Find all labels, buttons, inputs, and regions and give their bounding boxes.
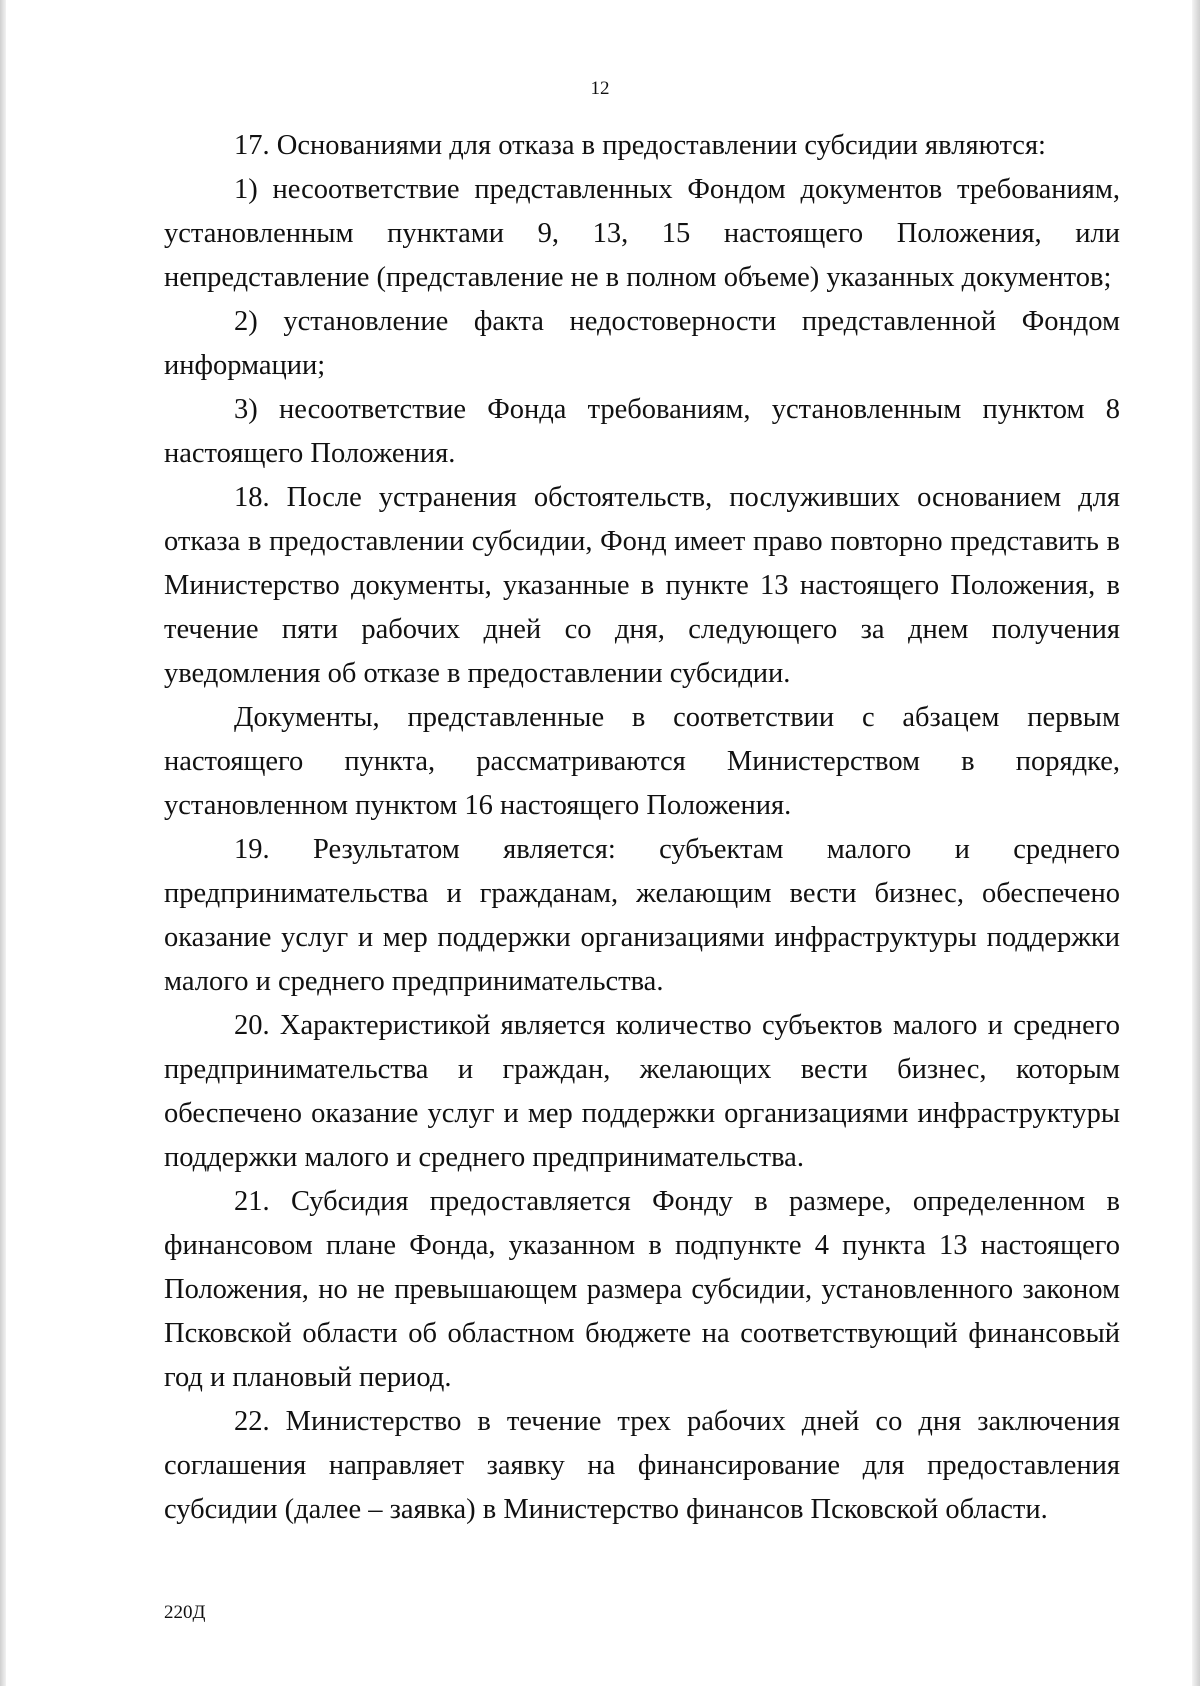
page-number: 12 <box>590 78 610 99</box>
paragraph-20: 20. Характеристикой является количество субъектов малого и среднего предпринимательства и граждан, желающих вести бизнес, которым обеспечено оказание услуг и мер поддержки организациями инфраструктуры поддержки малого и среднего предпринимательства. <box>164 1010 1120 1173</box>
paragraph-19: 19. Результатом является: субъектам малого и среднего предпринимательства и гражданам, желающим вести бизнес, обеспечено оказание услуг и мер поддержки организациями инфраструктуры поддержки малого и среднего предпринимательства. <box>164 834 1120 997</box>
paragraph-17-item-1: 1) несоответствие представленных Фондом документов требованиям, установленным пунктами 9, 13, 15 настоящего Положения, или непредставление (представление не в полном объеме) указанных документов; <box>164 174 1120 293</box>
scan-edge-right <box>1192 0 1200 1686</box>
paragraph-17: 17. Основаниями для отказа в предоставлении субсидии являются: <box>234 130 1046 161</box>
paragraph-22: 22. Министерство в течение трех рабочих дней со дня заключения соглашения направляет заявку на финансирование для предоставления субсидии (далее – заявка) в Министерство финансов Псковской области. <box>164 1406 1120 1525</box>
paragraph-21: 21. Субсидия предоставляется Фонду в размере, определенном в финансовом плане Фонда, указанном в подпункте 4 пункта 13 настоящего Положения, но не превышающем размера субсидии, установленного законом Псковской области об областном бюджете на соответствующий финансовый год и плановый период. <box>164 1186 1120 1393</box>
paragraph-18: 18. После устранения обстоятельств, послуживших основанием для отказа в предоставлении субсидии, Фонд имеет право повторно представить в Министерство документы, указанные в пункте 13 настоящего Положения, в течение пяти рабочих дней со дня, следующего за днем получения уведомления об отказе в предоставлении субсидии. <box>164 482 1120 689</box>
document-body <box>164 124 1120 1532</box>
paragraph-17-item-3: 3) несоответствие Фонда требованиям, установленным пунктом 8 настоящего Положения. <box>164 394 1120 469</box>
scan-edge-left <box>0 0 6 1686</box>
paragraph-18-second: Документы, представленные в соответствии с абзацем первым настоящего пункта, рассматриваются Министерством в порядке, установленном пунктом 16 настоящего Положения. <box>164 702 1120 821</box>
footer-document-code: 220Д <box>164 1602 206 1623</box>
paragraph-17-item-2: 2) установление факта недостоверности представленной Фондом информации; <box>164 306 1120 381</box>
